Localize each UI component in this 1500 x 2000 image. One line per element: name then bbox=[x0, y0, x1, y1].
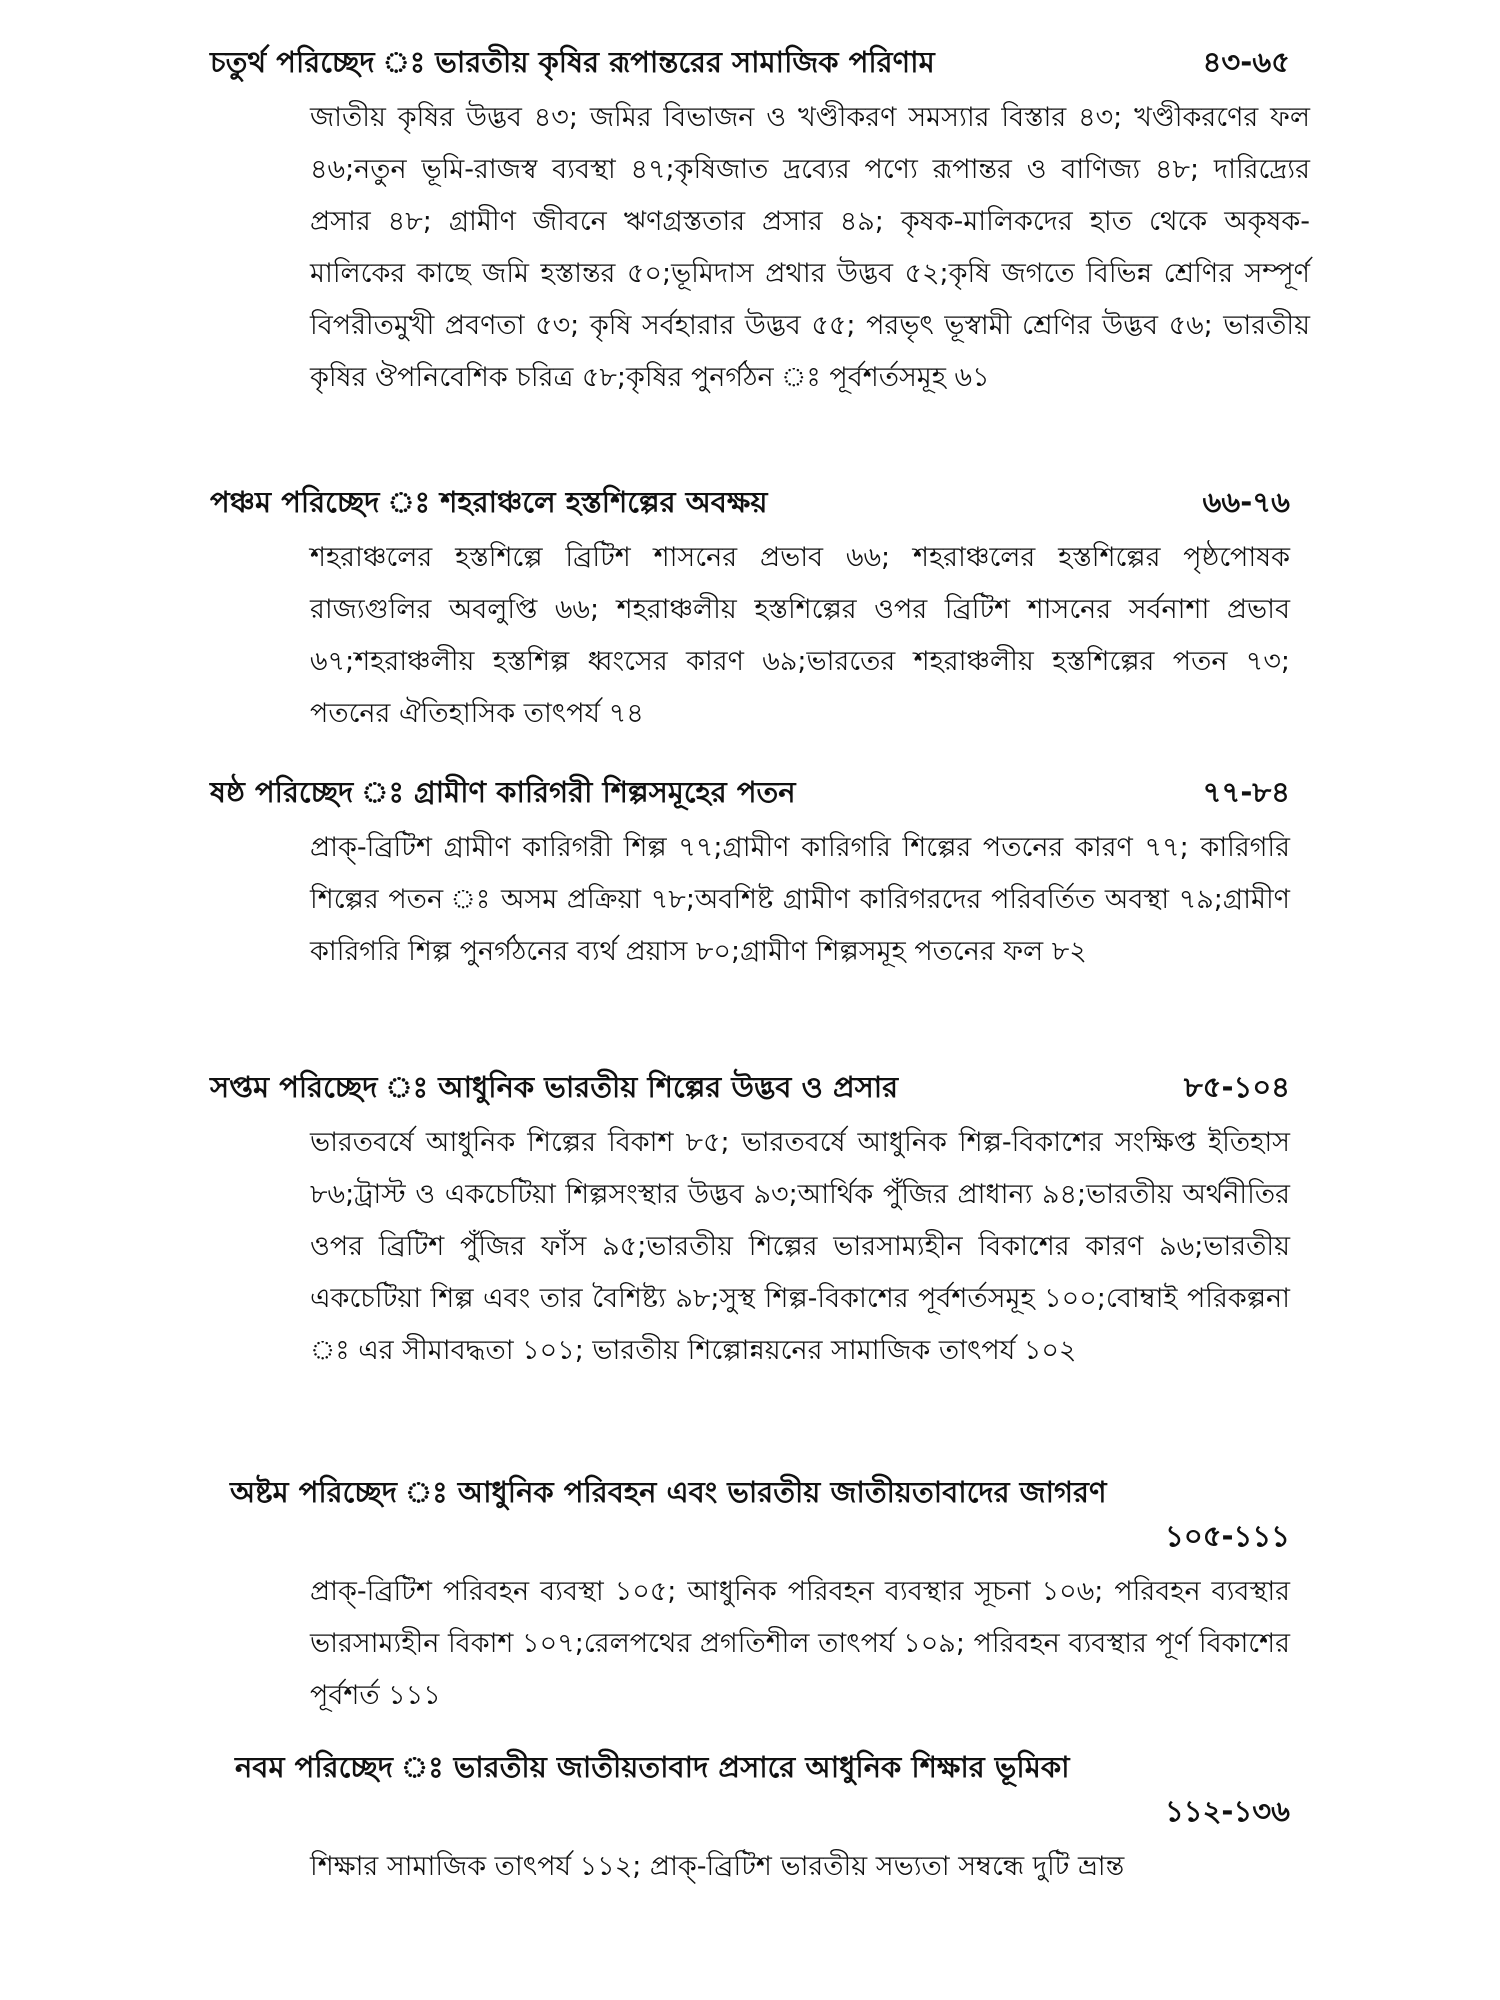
page-range: ৮৫-১০৪ bbox=[1183, 1070, 1290, 1104]
chapter-topics: জাতীয় কৃষির উদ্ভব ৪৩; জমির বিভাজন ও খণ্ডীকরণ সমস্যার বিস্তার ৪৩; খণ্ডীকরণের ফল ৪৬;নতুন ভূমি-রাজস্ব ব্যবস্থা ৪৭;কৃষিজাত দ্রব্যের পণ্যে রূপান্তর ও বাণিজ্য ৪৮; দারিদ্র্যের প্রসার ৪৮; গ্রামীণ জীবনে ঋণগ্রস্ততার প্রসার ৪৯; কৃষক-মালিকদের হাত থেকে অকৃষক-মালিকের কাছে জমি হস্তান্তর ৫০;ভূমিদাস প্রথার উদ্ভব ৫২;কৃষি জগতে বিভিন্ন শ্রেণির সম্পূর্ণ বিপরীতমুখী প্রবণতা ৫৩; কৃষি সর্বহারার উদ্ভব ৫৫; পরভৃৎ ভূস্বামী শ্রেণির উদ্ভব ৫৬; ভারতীয় কৃষির ঔপনিবেশিক চরিত্র ৫৮;কৃষির পুনর্গঠন ঃ পূর্বশর্তসমূহ ৬১ bbox=[310, 102, 1310, 393]
chapter-topics: শিক্ষার সামাজিক তাৎপর্য ১১২; প্রাক্-ব্রিটিশ ভারতীয় সভ্যতা সম্বন্ধে দুটি ভ্রান্ত bbox=[310, 1851, 1125, 1882]
chapter-entry-8 bbox=[210, 1470, 1300, 1722]
chapter-title: ষষ্ঠ পরিচ্ছেদ ঃ গ্রামীণ কারিগরী শিল্পসমূহের পতন bbox=[210, 775, 796, 809]
chapter-entry-9 bbox=[210, 1745, 1300, 1893]
chapter-topics: প্রাক্-ব্রিটিশ গ্রামীণ কারিগরী শিল্প ৭৭;গ্রামীণ কারিগরি শিল্পের পতনের কারণ ৭৭; কারিগরি শিল্পের পতন ঃ অসম প্রক্রিয়া ৭৮;অবশিষ্ট গ্রামীণ কারিগরদের পরিবর্তিত অবস্থা ৭৯;গ্রামীণ কারিগরি শিল্প পুনর্গঠনের ব্যর্থ প্রয়াস ৮০;গ্রামীণ শিল্পসমূহ পতনের ফল ৮২ bbox=[310, 832, 1290, 967]
chapter-entry-4 bbox=[210, 40, 1310, 404]
chapter-heading bbox=[210, 1745, 1300, 1833]
chapter-title: সপ্তম পরিচ্ছেদ ঃ আধুনিক ভারতীয় শিল্পের উদ্ভব ও প্রসার bbox=[210, 1070, 899, 1104]
chapter-topics: প্রাক্-ব্রিটিশ পরিবহন ব্যবস্থা ১০৫; আধুনিক পরিবহন ব্যবস্থার সূচনা ১০৬; পরিবহন ব্যবস্থার ভারসাম্যহীন বিকাশ ১০৭;রেলপথের প্রগতিশীল তাৎপর্য ১০৯; পরিবহন ব্যবস্থার পূর্ণ বিকাশের পূর্বশর্ত ১১১ bbox=[310, 1576, 1290, 1711]
chapter-entry-5 bbox=[210, 480, 1300, 740]
chapter-title: পঞ্চম পরিচ্ছেদ ঃ শহরাঞ্চলে হস্তশিল্পের অবক্ষয় bbox=[210, 485, 768, 519]
page-range: ১০৫-১১১ bbox=[1165, 1519, 1290, 1553]
chapter-entry-7 bbox=[210, 1065, 1300, 1377]
chapter-title: অষ্টম পরিচ্ছেদ ঃ আধুনিক পরিবহন এবং ভারতীয় জাতীয়তাবাদের জাগরণ bbox=[230, 1475, 1107, 1509]
chapter-heading bbox=[210, 40, 1300, 84]
chapter-heading bbox=[210, 770, 1300, 814]
page-range: ৪৩-৬৫ bbox=[1202, 45, 1290, 79]
chapter-heading bbox=[210, 480, 1300, 524]
chapter-heading bbox=[210, 1065, 1300, 1109]
chapter-title: চতুর্থ পরিচ্ছেদ ঃ ভারতীয় কৃষির রূপান্তরের সামাজিক পরিণাম bbox=[210, 45, 935, 79]
chapter-entry-6 bbox=[210, 770, 1300, 978]
chapter-heading bbox=[210, 1470, 1300, 1558]
page-range: ৬৬-৭৬ bbox=[1202, 485, 1290, 519]
chapter-title: নবম পরিচ্ছেদ ঃ ভারতীয় জাতীয়তাবাদ প্রসারে আধুনিক শিক্ষার ভূমিকা bbox=[235, 1750, 1070, 1784]
page-range: ৭৭-৮৪ bbox=[1202, 775, 1290, 809]
chapter-topics: ভারতবর্ষে আধুনিক শিল্পের বিকাশ ৮৫; ভারতবর্ষে আধুনিক শিল্প-বিকাশের সংক্ষিপ্ত ইতিহাস ৮৬;ট্রাস্ট ও একচেটিয়া শিল্পসংস্থার উদ্ভব ৯৩;আর্থিক পুঁজির প্রাধান্য ৯৪;ভারতীয় অর্থনীতির ওপর ব্রিটিশ পুঁজির ফাঁস ৯৫;ভারতীয় শিল্পের ভারসাম্যহীন বিকাশের কারণ ৯৬;ভারতীয় একচেটিয়া শিল্প এবং তার বৈশিষ্ট্য ৯৮;সুস্থ শিল্প-বিকাশের পূর্বশর্তসমূহ ১০০;বোম্বাই পরিকল্পনা ঃ এর সীমাবদ্ধতা ১০১; ভারতীয় শিল্পোন্নয়নের সামাজিক তাৎপর্য ১০২ bbox=[310, 1127, 1290, 1366]
page-range: ১১২-১৩৬ bbox=[1164, 1794, 1290, 1828]
chapter-topics: শহরাঞ্চলের হস্তশিল্পে ব্রিটিশ শাসনের প্রভাব ৬৬; শহরাঞ্চলের হস্তশিল্পের পৃষ্ঠপোষক রাজ্যগুলির অবলুপ্তি ৬৬; শহরাঞ্চলীয় হস্তশিল্পের ওপর ব্রিটিশ শাসনের সর্বনাশা প্রভাব ৬৭;শহরাঞ্চলীয় হস্তশিল্প ধ্বংসের কারণ ৬৯;ভারতের শহরাঞ্চলীয় হস্তশিল্পের পতন ৭৩; পতনের ঐতিহাসিক তাৎপর্য ৭৪ bbox=[310, 542, 1290, 729]
